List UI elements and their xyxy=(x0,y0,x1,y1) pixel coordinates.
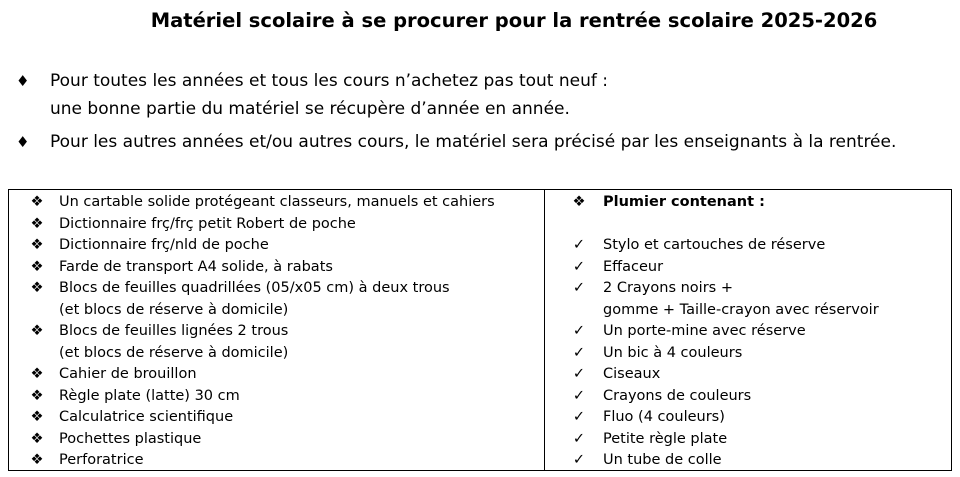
pencil-case-column xyxy=(545,190,951,470)
checkmark-icon: ✓ xyxy=(572,430,586,447)
diamond-flower-icon: ❖ xyxy=(30,258,44,275)
checkmark-icon: ✓ xyxy=(572,280,586,296)
list-item-text: Dictionnaire frç/nld de poche xyxy=(59,237,269,253)
spacer-row xyxy=(545,214,951,236)
list-item-text: Perforatrice xyxy=(59,452,144,468)
list-item xyxy=(545,321,951,343)
checkmark-icon: ✓ xyxy=(572,344,586,361)
list-item-continuation xyxy=(9,343,544,365)
list-item xyxy=(9,429,544,451)
list-item xyxy=(9,321,544,343)
list-item-text: 2 Crayons noirs + xyxy=(603,280,733,296)
list-item-text: Un porte-mine avec réserve xyxy=(603,323,806,339)
diamond-flower-icon: ❖ xyxy=(30,366,44,382)
intro-bullet xyxy=(16,128,960,156)
list-item-text: Stylo et cartouches de réserve xyxy=(603,237,826,253)
list-item xyxy=(545,343,951,365)
list-item xyxy=(9,278,544,300)
diamond-flower-icon: ❖ xyxy=(30,323,44,339)
list-item xyxy=(9,235,544,257)
diamond-flower-icon: ❖ xyxy=(30,430,44,447)
diamond-bullet-icon: ♦ xyxy=(16,72,30,90)
checkmark-icon: ✓ xyxy=(572,387,586,404)
supplies-left-column xyxy=(9,190,545,470)
supplies-table xyxy=(8,189,952,471)
list-item xyxy=(9,214,544,236)
bullet-text-line: Pour toutes les années et tous les cours n’achetez pas tout neuf : xyxy=(50,71,609,91)
diamond-flower-icon: ❖ xyxy=(30,387,44,404)
list-item-text: Blocs de feuilles quadrillées (05/x05 cm) à deux trous xyxy=(59,280,450,296)
list-item-text: Crayons de couleurs xyxy=(603,387,752,404)
list-item xyxy=(545,278,951,300)
list-item-text: Ciseaux xyxy=(603,366,661,382)
list-item-text: Effaceur xyxy=(603,258,664,275)
list-item xyxy=(9,364,544,386)
list-item-continuation xyxy=(9,300,544,322)
checkmark-icon: ✓ xyxy=(572,323,586,339)
list-item-text: (et blocs de réserve à domicile) xyxy=(59,301,289,318)
list-item xyxy=(545,257,951,279)
list-item xyxy=(545,235,951,257)
page-title: Matériel scolaire à se procurer pour la rentrée scolaire 2025-2026 xyxy=(150,9,878,32)
list-item-text: Un cartable solide protégeant classeurs, manuels et cahiers xyxy=(59,194,495,210)
list-item-text: gomme + Taille-crayon avec réservoir xyxy=(603,301,879,318)
diamond-flower-icon: ❖ xyxy=(572,194,586,210)
intro-bullets xyxy=(16,67,960,156)
diamond-flower-icon: ❖ xyxy=(30,194,44,210)
list-item-text: Un bic à 4 couleurs xyxy=(603,344,743,361)
list-item-text: Dictionnaire frç/frç petit Robert de poche xyxy=(59,215,356,232)
bullet-text-line: Pour les autres années et/ou autres cours, le matériel sera précisé par les enseignants à la rentrée. xyxy=(50,132,897,152)
list-item-text: Règle plate (latte) 30 cm xyxy=(59,387,240,404)
list-item xyxy=(9,386,544,408)
list-item xyxy=(9,257,544,279)
list-item-text: Pochettes plastique xyxy=(59,430,202,447)
diamond-flower-icon: ❖ xyxy=(30,215,44,232)
list-item-text: Cahier de brouillon xyxy=(59,366,197,382)
list-item xyxy=(545,364,951,386)
diamond-flower-icon: ❖ xyxy=(30,237,44,253)
list-item-text: Petite règle plate xyxy=(603,430,728,447)
bullet-text-line: une bonne partie du matériel se récupère d’année en année. xyxy=(50,99,570,119)
pencil-case-header xyxy=(545,192,951,214)
checkmark-icon: ✓ xyxy=(572,258,586,275)
checkmark-icon: ✓ xyxy=(572,452,586,468)
list-item xyxy=(9,407,544,429)
pencil-case-header-text: Plumier contenant : xyxy=(603,194,765,210)
list-item-text: (et blocs de réserve à domicile) xyxy=(59,344,289,361)
diamond-flower-icon: ❖ xyxy=(30,452,44,468)
list-item xyxy=(545,386,951,408)
checkmark-icon: ✓ xyxy=(572,409,586,425)
list-item-text: Fluo (4 couleurs) xyxy=(603,409,725,425)
list-item-continuation xyxy=(545,300,951,322)
list-item xyxy=(545,429,951,451)
list-item xyxy=(9,450,544,472)
diamond-flower-icon: ❖ xyxy=(30,409,44,425)
intro-bullet xyxy=(16,67,960,123)
diamond-flower-icon: ❖ xyxy=(30,280,44,296)
list-item xyxy=(9,192,544,214)
list-item xyxy=(545,407,951,429)
checkmark-icon: ✓ xyxy=(572,366,586,382)
list-item-text: Calculatrice scientifique xyxy=(59,409,234,425)
list-item-text: Farde de transport A4 solide, à rabats xyxy=(59,258,333,275)
list-item xyxy=(545,450,951,472)
checkmark-icon: ✓ xyxy=(572,237,586,253)
list-item-text: Blocs de feuilles lignées 2 trous xyxy=(59,323,289,339)
diamond-bullet-icon: ♦ xyxy=(16,133,30,151)
list-item-text: Un tube de colle xyxy=(603,452,722,468)
